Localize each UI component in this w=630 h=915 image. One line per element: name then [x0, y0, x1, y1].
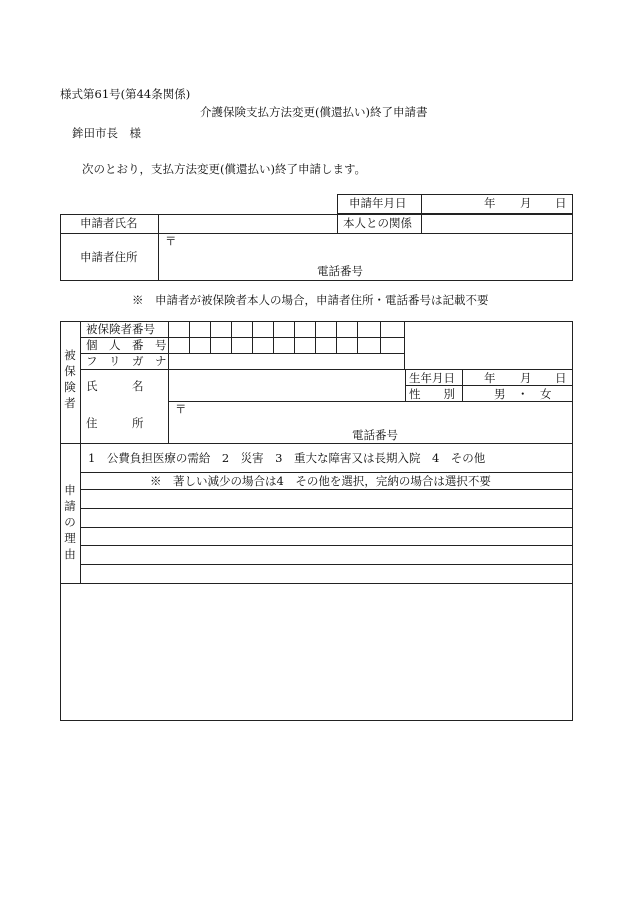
- sex-label: 性 別: [409, 387, 455, 401]
- reason-options: 1 公費負担医療の需給 2 災害 3 重大な障害又は長期入院 4 その他: [88, 451, 486, 465]
- insured-phone-label: 電話番号: [352, 428, 398, 442]
- birth-month-label: 月: [520, 371, 532, 385]
- applicant-postal-mark: 〒: [165, 234, 177, 248]
- intro-text: 次のとおり，支払方法変更(償還払い)終了申請します。: [82, 162, 367, 176]
- application-date-label: 申請年月日: [349, 196, 407, 210]
- insured-name-label: 氏 名: [86, 379, 144, 393]
- form-number: 様式第61号(第44条関係): [60, 87, 191, 101]
- form-title: 介護保険支払方法変更(償還払い)終了申請書: [200, 105, 428, 119]
- application-date-month-label: 月: [520, 196, 532, 210]
- insured-number-label: 被保険者番号: [86, 322, 155, 336]
- reason-note: ※ 著しい減少の場合は4 その他を選択，完納の場合は選択不要: [150, 474, 491, 488]
- personal-number-label: 個 人 番 号: [86, 338, 167, 352]
- birth-date-label: 生年月日: [409, 371, 455, 385]
- applicant-address-label: 申請者住所: [80, 250, 138, 264]
- applicant-phone-label: 電話番号: [317, 264, 363, 278]
- applicant-relation-label: 本人との関係: [343, 216, 412, 230]
- reason-section-label: 申請の理由: [64, 483, 76, 561]
- birth-year-label: 年: [484, 371, 496, 385]
- sex-options: 男 ・ 女: [494, 387, 552, 401]
- insured-postal-mark: 〒: [175, 402, 187, 416]
- birth-day-label: 日: [555, 371, 567, 385]
- addressee: 鉾田市長 様: [72, 126, 141, 140]
- furigana-label: フ リ ガ ナ: [86, 354, 167, 368]
- insured-section-label: 被保険者: [64, 348, 76, 410]
- remarks-area[interactable]: [61, 584, 572, 720]
- insured-address-label: 住 所: [86, 416, 144, 430]
- applicant-name-label: 申請者氏名: [80, 216, 138, 230]
- application-date-day-label: 日: [555, 196, 567, 210]
- application-date-year-label: 年: [484, 196, 496, 210]
- note-applicant: ※ 申請者が被保険者本人の場合，申請者住所・電話番号は記載不要: [132, 293, 489, 307]
